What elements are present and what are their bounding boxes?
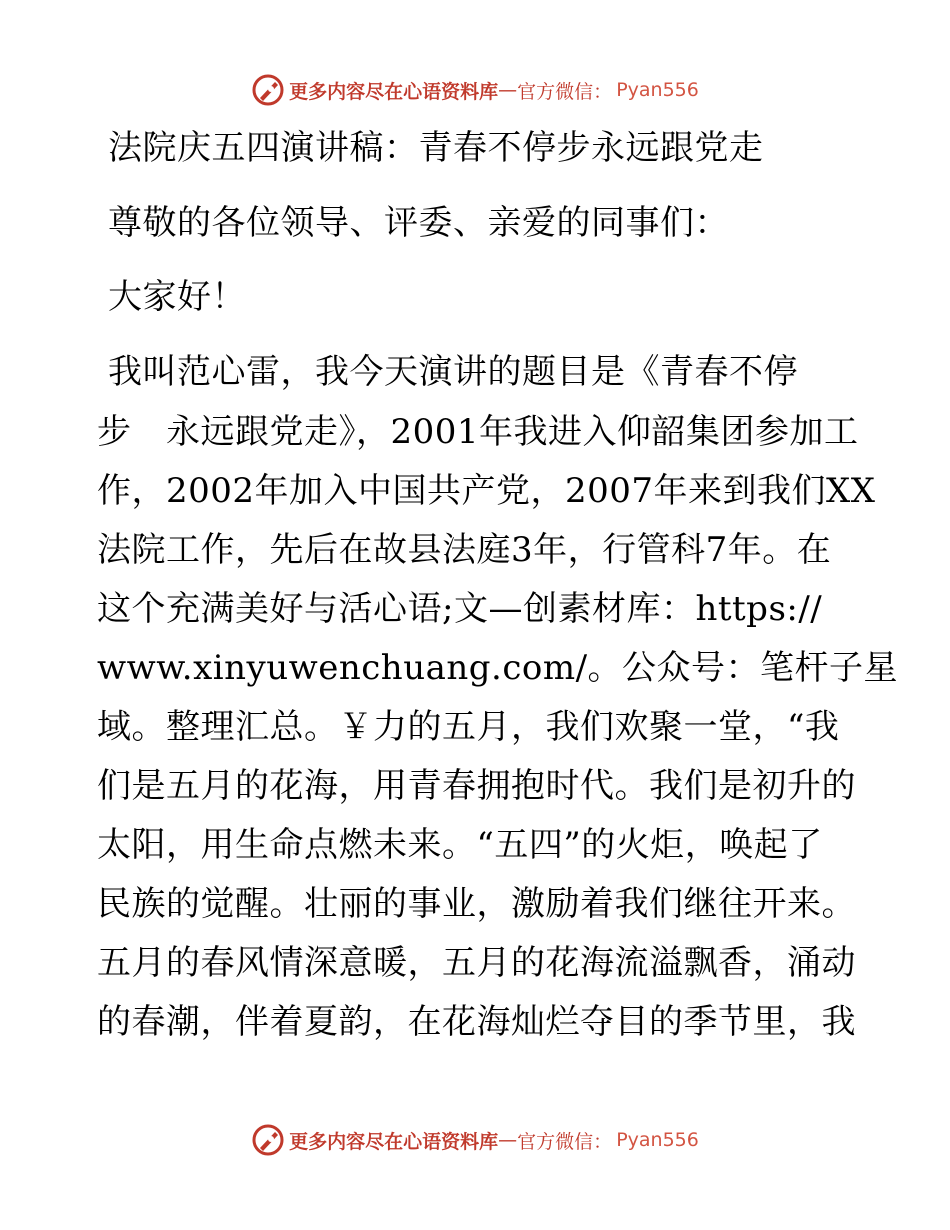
banner-dash: — (498, 79, 518, 101)
banner-wechat-id: Pyan556 (616, 1129, 699, 1151)
banner-wechat-label: 官方微信： (517, 80, 613, 103)
banner-title: 更多内容尽在心语资料库 (289, 80, 499, 103)
body-line: 民族的觉醒。壮丽的事业，激励着我们继往开来。 (97, 884, 856, 924)
body-line: 域。整理汇总。￥力的五月，我们欢聚一堂，“我 (97, 707, 840, 747)
body-line: 法院工作，先后在故县法庭3年，行管科7年。在 (97, 530, 832, 570)
body-line: 太阳，用生命点燃未来。“五四”的火炬，唤起了 (97, 825, 823, 865)
banner-dash: — (498, 1129, 518, 1151)
banner-title: 更多内容尽在心语资料库 (289, 1130, 499, 1153)
document-title: 法院庆五四演讲稿：青春不停步永远跟党走 (108, 128, 764, 168)
body-line: 步 永远跟党走》，2001年我进入仰韶集团参加工 (97, 412, 859, 452)
pen-logo-icon (251, 73, 285, 107)
footer-watermark-banner (0, 1120, 950, 1160)
pen-logo-icon (251, 1123, 285, 1157)
body-line: 们是五月的花海，用青春拥抱时代。我们是初升的 (97, 766, 856, 806)
salutation: 尊敬的各位领导、评委、亲爱的同事们： (108, 203, 729, 243)
body-line: 五月的春风情深意暖，五月的花海流溢飘香，涌动 (97, 943, 856, 983)
header-watermark-banner (0, 70, 950, 110)
body-line: 作，2002年加入中国共产党，2007年来到我们XX (97, 471, 876, 511)
body-line: 我叫范心雷，我今天演讲的题目是《青春不停 (108, 352, 798, 392)
body-line: 这个充满美好与活心语;文—创素材库：https:// (97, 589, 823, 629)
greeting: 大家好！ (108, 277, 246, 317)
banner-wechat-label: 官方微信： (517, 1130, 613, 1153)
banner-wechat-id: Pyan556 (616, 79, 699, 101)
body-line: www.xinyuwenchuang.com/。公众号：笔杆子星 (97, 648, 899, 688)
body-line: 的春潮，伴着夏韵，在花海灿烂夺目的季节里，我 (97, 1002, 856, 1042)
